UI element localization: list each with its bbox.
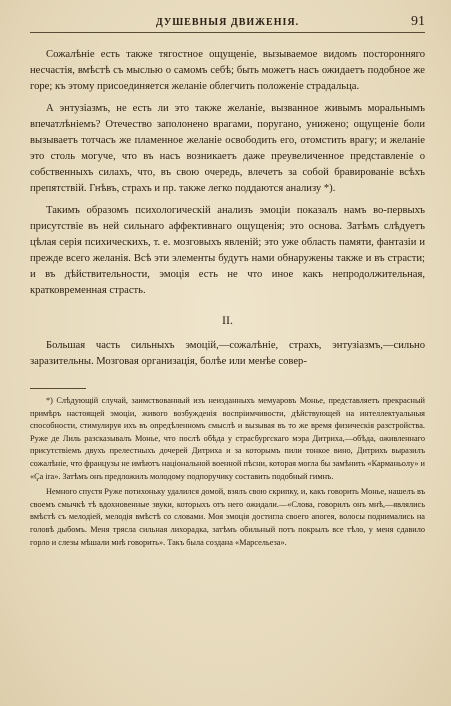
running-header <box>30 14 425 33</box>
paragraph: Сожалѣніе есть также тягостное ощущеніе, вызываемое видомъ посторонняго несчастія, вмѣстѣ съ мыслью о самомъ себѣ; быть можетъ насъ ожидаетъ подобное же горе; къ этому присоединяется желаніе облегчить положеніе страдальца. <box>30 49 425 92</box>
paragraph: Такимъ образомъ психологическій анализъ эмоціи показалъ намъ во-первыхъ присутствіе въ ней сильнаго аффективнаго ощущенія; это основа. Затѣмъ слѣдуетъ цѣлая серія психическихъ, т. е. мозговыхъ явленій; это уже область памяти, фантазіи и прежде всего желанія. Всѣ эти элементы будутъ нами обнаружены также и въ страсти; и въ дѣйствительности, эмоція есть не что иное какъ непродолжительная, кратковременная страсть. <box>30 205 425 296</box>
page-number: 91 <box>411 14 425 29</box>
running-title: ДУШЕВНЫЯ ДВИЖЕНІЯ. <box>155 17 300 28</box>
paragraph: Большая часть сильныхъ эмоцій,—сожалѣніе, страхъ, энтузіазмъ,—сильно заразительны. Мозговая организація, болѣе или менѣе совер- <box>30 340 425 367</box>
footnote-paragraph: Немного спустя Руже потихоньку удалился домой, взялъ свою скрипку, и, какъ говорить Монье, нашелъ въ своемъ смычкѣ тѣ вдохновенные звуки, которыхъ отъ него ожидали.—«Слова, говорилъ онъ мнѣ,—являлись вмѣстѣ съ мелодіей, мелодія вмѣстѣ со словами. Моя эмоція достигла своего апогея, волосы поднимались на головѣ дыбомъ. Меня трясла сильная лихорадка, затѣмъ обильный потъ покрылъ все тѣло, у меня сдавило горло и слезы мѣшали мнѣ говорить». Такъ была создана «Марсельеза». <box>30 487 425 547</box>
footnote-separator <box>30 388 86 389</box>
footnote <box>30 395 425 549</box>
footnote-paragraph: *) Слѣдующій случай, заимствованный изъ неизданныхъ мемуаровъ Монье, представляетъ прекрасный примѣръ настоящей эмоціи, живого возбужденія воспріимчивости, дѣйствующей на интеллектуальныя способности, стимулируя ихъ въ опредѣленномъ смыслѣ и вызывая въ то же время физическія разстройства. Руже де Лиль разсказывалъ Монье, что послѣ обѣда у страсбургскаго мэра Дитриха,—обѣда, оживленнаго присутствіемъ двухъ прелестныхъ дочерей Дитриха и за которымъ пили тонкое вино, Дитрихъ выразилъ сожалѣніе, что французы не имѣютъ національной военной пѣсни, которая могла бы замѣнить «Карманьолу» и «Ça ira». Затѣмъ онъ предложилъ молодому подпоручику составить подобный гимнъ. <box>30 396 425 481</box>
section-heading: II. <box>222 313 233 327</box>
paragraph: А энтузіазмъ, не есть ли это также желаніе, вызванное живымъ моральнымъ впечатлѣніемъ? Отечество заполонено врагами, поругано, унижено; ощущеніе боли вызываетъ тотчасъ же пламенное желаніе освободить его, отомстить врагу; и желаніе это столь могуче, что въ насъ возникаетъ даже преувеличенное представленіе о собственныхъ силахъ, что, въ свою очередь, влечетъ за собой бравированіе всѣхъ препятствій. Гнѣвъ, страхъ и пр. также легко поддаются анализу *). <box>30 103 425 194</box>
main-text <box>30 47 425 370</box>
